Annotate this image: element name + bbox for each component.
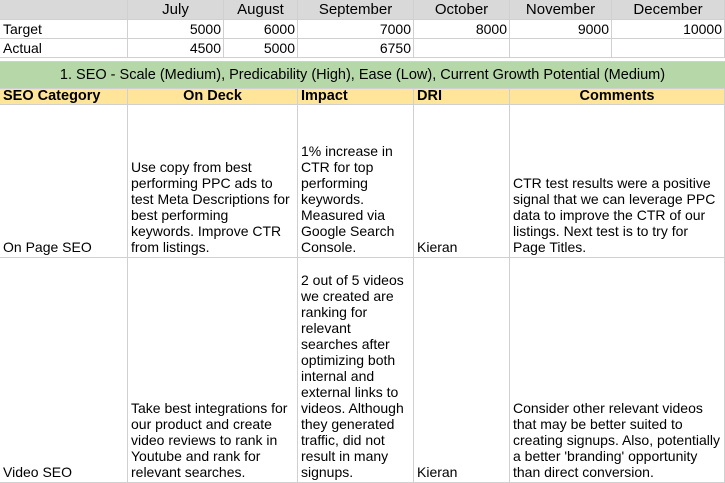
actual-november[interactable] bbox=[510, 39, 612, 58]
actual-october[interactable] bbox=[414, 39, 510, 58]
target-october[interactable]: 8000 bbox=[414, 20, 510, 39]
month-header-november[interactable]: November bbox=[510, 0, 612, 20]
item-dri-cell[interactable] bbox=[414, 105, 510, 258]
header-impact[interactable]: Impact bbox=[298, 89, 414, 105]
item-impact-text: 1% increase in CTR for top performing keywords. Measured via Google Search Console. bbox=[301, 143, 395, 255]
header-dri[interactable]: DRI bbox=[414, 89, 510, 105]
target-december[interactable]: 10000 bbox=[612, 20, 725, 39]
item-impact-text: 2 out of 5 videos we created are ranking for relevant searches after optimizing both internal and external links to videos. Although they generated traffic, did not result in many signups. bbox=[301, 272, 404, 480]
item-on-deck-cell[interactable] bbox=[128, 105, 298, 258]
month-header-december[interactable]: December bbox=[612, 0, 725, 20]
item-dri-cell[interactable] bbox=[414, 258, 510, 483]
item-comments-cell[interactable] bbox=[510, 105, 725, 258]
item-dri-text: Kieran bbox=[417, 239, 458, 255]
month-header-september[interactable]: September bbox=[298, 0, 414, 20]
item-comments-text: CTR test results were a positive signal that we can leverage PPC data to improve the CTR of our listings. Next test is to try for Page Titles. bbox=[513, 175, 716, 255]
target-september[interactable]: 7000 bbox=[298, 20, 414, 39]
actual-july[interactable]: 4500 bbox=[128, 39, 224, 58]
target-november[interactable]: 9000 bbox=[510, 20, 612, 39]
item-category-text: Video SEO bbox=[3, 464, 73, 480]
item-category-cell[interactable] bbox=[0, 258, 128, 483]
item-on-deck-text: Use copy from best performing PPC ads to test Meta Descriptions for best performing keywords. Improve CTR from listings. bbox=[131, 159, 290, 255]
actual-september[interactable]: 6750 bbox=[298, 39, 414, 58]
item-on-deck-text: Take best integrations for our product and create video reviews to rank in Youtube and rank for relevant searches. bbox=[131, 400, 288, 480]
month-header-october[interactable]: October bbox=[414, 0, 510, 20]
item-category-cell[interactable] bbox=[0, 105, 128, 258]
month-header-august[interactable]: August bbox=[224, 0, 298, 20]
item-impact-cell[interactable] bbox=[298, 105, 414, 258]
seo-section-banner[interactable]: 1. SEO - Scale (Medium), Predicability (High), Ease (Low), Current Growth Potential (Medium) bbox=[0, 62, 725, 89]
actual-december[interactable] bbox=[612, 39, 725, 58]
item-category-text: On Page SEO bbox=[3, 239, 92, 255]
row-label-actual[interactable]: Actual bbox=[0, 39, 128, 58]
corner-cell[interactable] bbox=[0, 0, 128, 20]
item-comments-cell[interactable] bbox=[510, 258, 725, 483]
item-on-deck-cell[interactable] bbox=[128, 258, 298, 483]
item-dri-text: Kieran bbox=[417, 464, 458, 480]
item-impact-cell[interactable] bbox=[298, 258, 414, 483]
header-seo-category[interactable]: SEO Category bbox=[0, 89, 128, 105]
actual-august[interactable]: 5000 bbox=[224, 39, 298, 58]
item-comments-text: Consider other relevant videos that may be better suited to creating signups. Also, potentially a better 'branding' opportunity than direct conversion. bbox=[513, 400, 721, 480]
target-july[interactable]: 5000 bbox=[128, 20, 224, 39]
header-on-deck[interactable]: On Deck bbox=[128, 89, 298, 105]
month-header-july[interactable]: July bbox=[128, 0, 224, 20]
header-comments[interactable]: Comments bbox=[510, 89, 725, 105]
row-label-target[interactable]: Target bbox=[0, 20, 128, 39]
target-august[interactable]: 6000 bbox=[224, 20, 298, 39]
